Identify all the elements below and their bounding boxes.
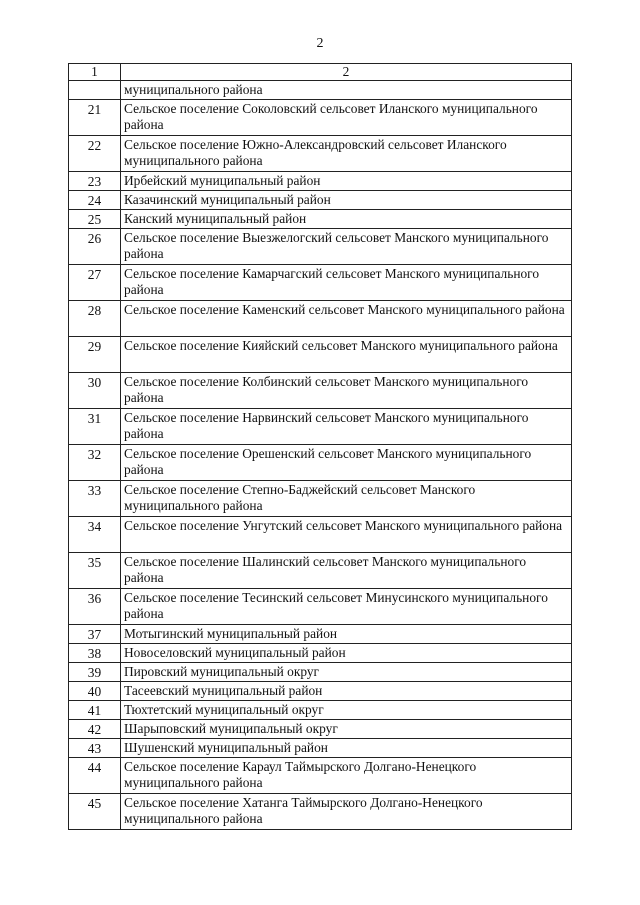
- table-row: [69, 409, 572, 445]
- row-name: Сельское поселение Колбинский сельсовет Манского муниципального района: [121, 373, 572, 409]
- row-number: 25: [69, 210, 121, 229]
- table-row: [69, 517, 572, 553]
- row-number: 45: [69, 794, 121, 830]
- row-name: Казачинский муниципальный район: [121, 191, 572, 210]
- table-row: [69, 625, 572, 644]
- row-number: 29: [69, 337, 121, 373]
- row-number: 21: [69, 100, 121, 136]
- table-row: [69, 100, 572, 136]
- row-number: 42: [69, 720, 121, 739]
- row-name: Сельское поселение Камарчагский сельсовет Манского муниципального района: [121, 265, 572, 301]
- row-name: Тюхтетский муниципальный округ: [121, 701, 572, 720]
- row-number: 26: [69, 229, 121, 265]
- row-name: Сельское поселение Выезжелогский сельсовет Манского муниципального района: [121, 229, 572, 265]
- row-name: Сельское поселение Унгутский сельсовет Манского муниципального района: [121, 517, 572, 553]
- row-name: Сельское поселение Соколовский сельсовет Иланского муниципального района: [121, 100, 572, 136]
- table-row: [69, 739, 572, 758]
- column-header-number: 1: [69, 64, 121, 81]
- row-number: 41: [69, 701, 121, 720]
- table-row: [69, 553, 572, 589]
- row-number: 40: [69, 682, 121, 701]
- page-number: 2: [316, 36, 324, 51]
- row-number: [69, 81, 121, 100]
- row-name: Сельское поселение Южно-Александровский сельсовет Иланского муниципального района: [121, 136, 572, 172]
- row-number: 33: [69, 481, 121, 517]
- row-number: 44: [69, 758, 121, 794]
- table-row: [69, 682, 572, 701]
- row-number: 37: [69, 625, 121, 644]
- row-name: Сельское поселение Кияйский сельсовет Манского муниципального района: [121, 337, 572, 373]
- row-name: Сельское поселение Нарвинский сельсовет Манского муниципального района: [121, 409, 572, 445]
- row-name: Мотыгинский муниципальный район: [121, 625, 572, 644]
- row-number: 35: [69, 553, 121, 589]
- table-row: [69, 445, 572, 481]
- continuation-row: [69, 81, 572, 100]
- row-name: Тасеевский муниципальный район: [121, 682, 572, 701]
- table-row: [69, 701, 572, 720]
- row-name: Сельское поселение Караул Таймырского Долгано-Ненецкого муниципального района: [121, 758, 572, 794]
- table-row: [69, 229, 572, 265]
- table-row: [69, 191, 572, 210]
- row-number: 22: [69, 136, 121, 172]
- table-row: [69, 794, 572, 830]
- table-row: [69, 720, 572, 739]
- row-name: Шушенский муниципальный район: [121, 739, 572, 758]
- row-name: Сельское поселение Орешенский сельсовет Манского муниципального района: [121, 445, 572, 481]
- row-name: Пировский муниципальный округ: [121, 663, 572, 682]
- row-name: муниципального района: [121, 81, 572, 100]
- column-header-name: 2: [121, 64, 572, 81]
- row-name: Новоселовский муниципальный район: [121, 644, 572, 663]
- row-number: 32: [69, 445, 121, 481]
- row-number: 27: [69, 265, 121, 301]
- row-number: 43: [69, 739, 121, 758]
- row-name: Сельское поселение Хатанга Таймырского Долгано-Ненецкого муниципального района: [121, 794, 572, 830]
- row-name: Сельское поселение Степно-Баджейский сельсовет Манского муниципального района: [121, 481, 572, 517]
- row-name: Шарыповский муниципальный округ: [121, 720, 572, 739]
- row-number: 39: [69, 663, 121, 682]
- row-number: 30: [69, 373, 121, 409]
- table-row: [69, 136, 572, 172]
- table-row: [69, 481, 572, 517]
- row-number: 34: [69, 517, 121, 553]
- row-number: 28: [69, 301, 121, 337]
- table-header-row: [69, 64, 572, 81]
- row-number: 31: [69, 409, 121, 445]
- row-name: Сельское поселение Шалинский сельсовет Манского муниципального района: [121, 553, 572, 589]
- row-name: Канский муниципальный район: [121, 210, 572, 229]
- table-row: [69, 337, 572, 373]
- row-name: Ирбейский муниципальный район: [121, 172, 572, 191]
- row-number: 24: [69, 191, 121, 210]
- row-name: Сельское поселение Тесинский сельсовет Минусинского муниципального района: [121, 589, 572, 625]
- table-row: [69, 301, 572, 337]
- row-number: 38: [69, 644, 121, 663]
- table-row: [69, 758, 572, 794]
- table-row: [69, 210, 572, 229]
- table-row: [69, 644, 572, 663]
- table-row: [69, 172, 572, 191]
- row-name: Сельское поселение Каменский сельсовет Манского муниципального района: [121, 301, 572, 337]
- table-row: [69, 589, 572, 625]
- row-number: 23: [69, 172, 121, 191]
- municipalities-table: [68, 63, 572, 830]
- row-number: 36: [69, 589, 121, 625]
- table-row: [69, 265, 572, 301]
- table-row: [69, 663, 572, 682]
- table-row: [69, 373, 572, 409]
